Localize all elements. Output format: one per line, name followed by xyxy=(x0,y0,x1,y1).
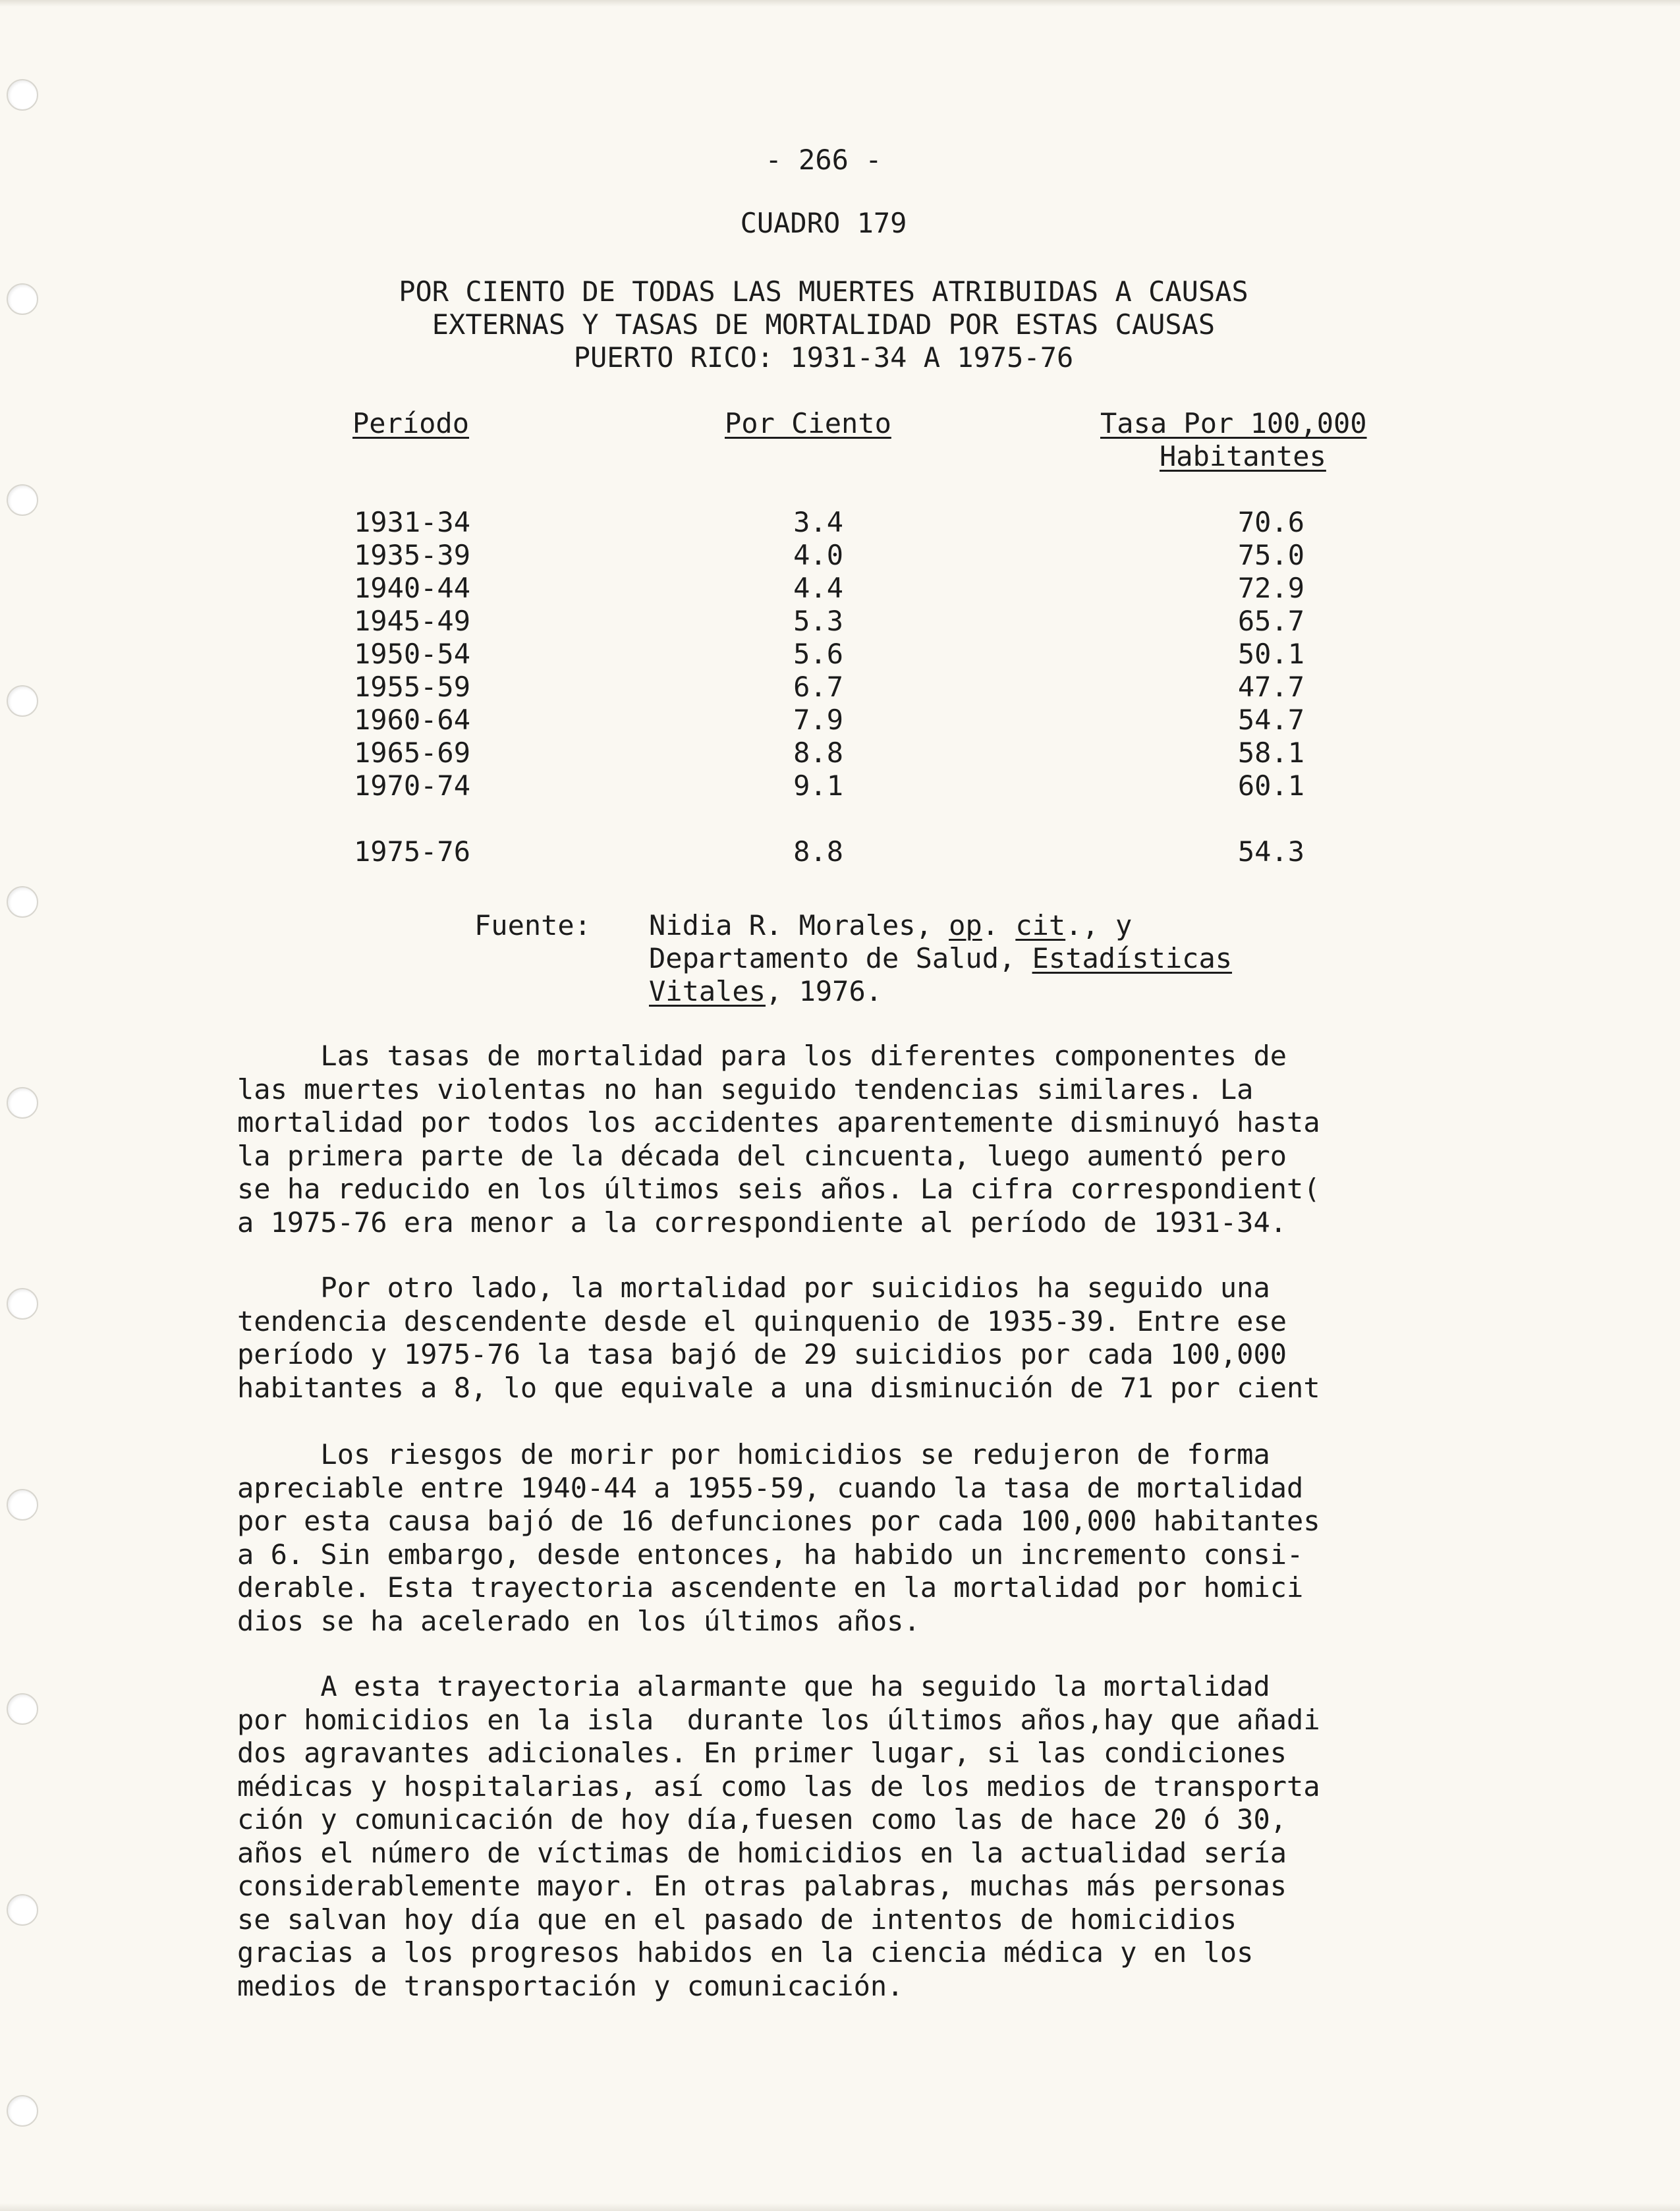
text-line: habitantes a 8, lo que equivale a una disminución de 71 por cient xyxy=(237,1371,1320,1404)
cell-percent: 8.8 xyxy=(793,835,843,868)
text-line: período y 1975-76 la tasa bajó de 29 suicidios por cada 100,000 xyxy=(237,1338,1287,1370)
cell-period: 1970-74 xyxy=(354,770,471,802)
text-line: se ha reducido en los últimos seis años. La cifra correspondient( xyxy=(237,1173,1320,1205)
cell-percent: 3.4 xyxy=(793,506,843,538)
binder-hole xyxy=(7,1087,38,1119)
binder-hole xyxy=(7,685,38,717)
paragraph-accidents xyxy=(237,1040,1528,1239)
source-label: Fuente: xyxy=(474,909,592,941)
text-line: dos agravantes adicionales. En primer lugar, si las condiciones xyxy=(237,1737,1287,1769)
text-line: mortalidad por todos los accidentes aparentemente disminuyó hasta xyxy=(237,1106,1320,1138)
text-line: se salvan hoy día que en el pasado de intentos de homicidios xyxy=(237,1903,1237,1936)
table-number: CUADRO 179 xyxy=(740,207,907,239)
binder-hole xyxy=(7,79,38,111)
header-rate: Tasa Por 100,000 xyxy=(1100,407,1367,439)
text-line: derable. Esta trayectoria ascendente en la mortalidad por homici xyxy=(237,1571,1304,1604)
cell-rate: 58.1 xyxy=(1237,737,1304,769)
cell-percent: 8.8 xyxy=(793,737,843,769)
table-title-line-3: PUERTO RICO: 1931-34 A 1975-76 xyxy=(573,341,1074,374)
cell-period: 1955-59 xyxy=(354,671,471,703)
binder-hole xyxy=(7,2095,38,2127)
cell-period: 1940-44 xyxy=(354,572,471,604)
binder-hole xyxy=(7,1288,38,1320)
paragraph-suicides xyxy=(237,1272,1528,1405)
text-line: medios de transportación y comunicación. xyxy=(237,1969,904,2002)
source-cit: cit xyxy=(1015,909,1066,941)
cell-rate: 47.7 xyxy=(1237,671,1304,703)
cell-percent: 5.3 xyxy=(793,605,843,637)
cell-period: 1935-39 xyxy=(354,539,471,571)
table-title-line-1: POR CIENTO DE TODAS LAS MUERTES ATRIBUIDAS A CAUSAS xyxy=(399,275,1248,308)
source-year: , 1976. xyxy=(766,975,883,1007)
cell-percent: 6.7 xyxy=(793,671,843,703)
source-op: op xyxy=(949,909,982,941)
source-publication-a: Estadísticas xyxy=(1032,942,1233,974)
binder-hole xyxy=(7,283,38,315)
cell-percent: 7.9 xyxy=(793,704,843,736)
cell-period: 1975-76 xyxy=(354,835,471,868)
binder-hole xyxy=(7,1894,38,1926)
table-title-line-2: EXTERNAS Y TASAS DE MORTALIDAD POR ESTAS CAUSAS xyxy=(432,308,1216,341)
paragraph-aggravating-factors xyxy=(237,1670,1528,2003)
binder-hole xyxy=(7,484,38,516)
text-line: las muertes violentas no han seguido tendencias similares. La xyxy=(237,1073,1254,1106)
text-line: A esta trayectoria alarmante que ha seguido la mortalidad xyxy=(237,1670,1270,1702)
paragraph-homicides xyxy=(237,1438,1528,1638)
text-line: la primera parte de la década del cincuenta, luego aumentó pero xyxy=(237,1139,1287,1172)
cell-period: 1950-54 xyxy=(354,638,471,670)
source-line-2 xyxy=(649,942,1232,975)
source-dot: . xyxy=(982,909,1016,941)
text-line: por esta causa bajó de 16 defunciones por cada 100,000 habitantes xyxy=(237,1505,1320,1537)
text-line: dios se ha acelerado en los últimos años. xyxy=(237,1604,920,1637)
text-line: apreciable entre 1940-44 a 1955-59, cuando la tasa de mortalidad xyxy=(237,1471,1304,1504)
binder-hole xyxy=(7,1489,38,1521)
text-line: ción y comunicación de hoy día,fuesen como las de hace 20 ó 30, xyxy=(237,1803,1287,1835)
source-line-3 xyxy=(649,975,882,1008)
source-and: ., y xyxy=(1065,909,1133,941)
page-number: - 266 - xyxy=(765,144,882,176)
text-line: a 6. Sin embargo, desde entonces, ha habido un incremento consi- xyxy=(237,1538,1304,1571)
cell-rate: 54.3 xyxy=(1237,835,1304,868)
source-department: Departamento de Salud, xyxy=(649,942,1032,974)
header-rate-sub: Habitantes xyxy=(1160,440,1326,472)
header-percent: Por Ciento xyxy=(725,407,891,439)
binder-hole xyxy=(7,886,38,918)
source-author: Nidia R. Morales, xyxy=(649,909,949,941)
page-top-edge xyxy=(0,0,1680,7)
cell-percent: 4.4 xyxy=(793,572,843,604)
text-line: médicas y hospitalarias, así como las de los medios de transporta xyxy=(237,1770,1320,1803)
cell-period: 1931-34 xyxy=(354,506,471,538)
text-line: gracias a los progresos habidos en la ciencia médica y en los xyxy=(237,1936,1254,1969)
text-line: Las tasas de mortalidad para los diferentes componentes de xyxy=(237,1040,1287,1072)
cell-percent: 9.1 xyxy=(793,770,843,802)
cell-rate: 72.9 xyxy=(1237,572,1304,604)
cell-percent: 4.0 xyxy=(793,539,843,571)
text-line: Los riesgos de morir por homicidios se redujeron de forma xyxy=(237,1438,1270,1470)
cell-period: 1945-49 xyxy=(354,605,471,637)
text-line: a 1975-76 era menor a la correspondiente al período de 1931-34. xyxy=(237,1206,1287,1239)
binder-hole xyxy=(7,1693,38,1725)
header-period: Período xyxy=(352,407,470,439)
cell-rate: 50.1 xyxy=(1237,638,1304,670)
cell-rate: 70.6 xyxy=(1237,506,1304,538)
source-line-1 xyxy=(649,909,1132,942)
cell-rate: 65.7 xyxy=(1237,605,1304,637)
text-line: Por otro lado, la mortalidad por suicidios ha seguido una xyxy=(237,1272,1270,1304)
text-line: por homicidios en la isla durante los últimos años,hay que añadi xyxy=(237,1703,1320,1736)
cell-rate: 54.7 xyxy=(1237,704,1304,736)
cell-percent: 5.6 xyxy=(793,638,843,670)
cell-rate: 75.0 xyxy=(1237,539,1304,571)
text-line: años el número de víctimas de homicidios en la actualidad sería xyxy=(237,1836,1287,1869)
cell-rate: 60.1 xyxy=(1237,770,1304,802)
text-line: tendencia descendente desde el quinquenio de 1935-39. Entre ese xyxy=(237,1304,1287,1337)
page-bottom-edge xyxy=(0,2203,1680,2211)
cell-period: 1960-64 xyxy=(354,704,471,736)
text-line: considerablemente mayor. En otras palabras, muchas más personas xyxy=(237,1870,1287,1902)
source-publication-b: Vitales xyxy=(649,975,766,1007)
cell-period: 1965-69 xyxy=(354,737,471,769)
